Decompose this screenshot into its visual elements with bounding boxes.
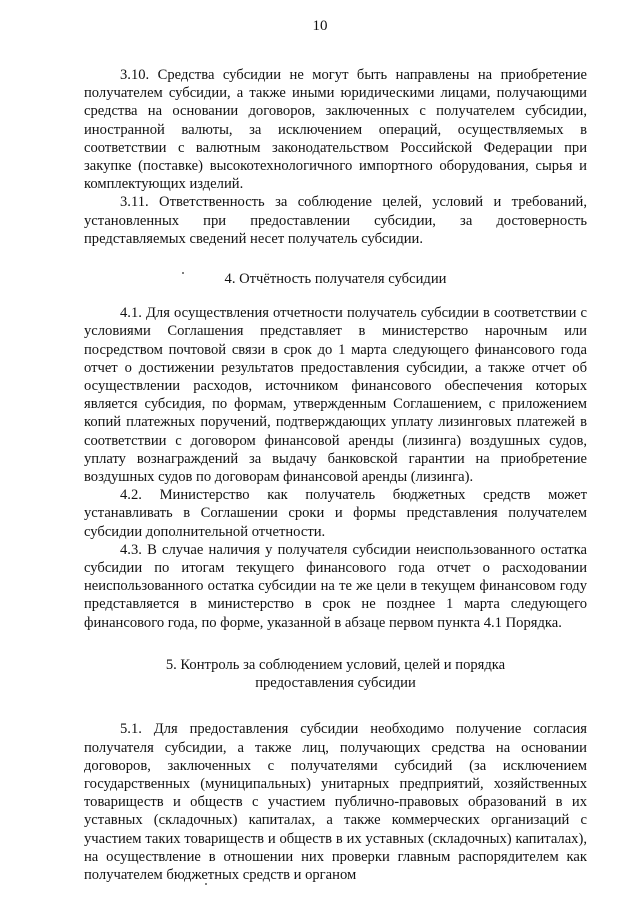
paragraph-4-3: 4.3. В случае наличия у получателя субсидии неиспользованного остатка субсидии по итогам текущего финансового года отчет о расходовании неиспользованного остатка субсидии на те же цели в текущем финансовом году представляется в министерство в срок не позднее 1 марта следующего финансового года, по форме, указанной в абзаце первом пункта 4.1 Порядка. [84,541,587,631]
paragraph-4-2: 4.2. Министерство как получатель бюджетных средств может устанавливать в Соглашении сроки и формы представления получателем субсидии дополнительной отчетности. [84,487,587,540]
scan-speck [205,883,207,885]
section-5-title-line1: 5. Контроль за соблюдением условий, целей и порядка [165,656,506,673]
scan-speck [182,272,184,274]
paragraph-3-11: 3.11. Ответственность за соблюдение целей, условий и требований, установленных при предоставлении субсидии, за достоверность представляемых сведений несет получатель субсидии. [84,194,587,247]
paragraph-5-1: 5.1. Для предоставления субсидии необходимо получение согласия получателя субсидии, а также лиц, получающих средства на основании договоров, заключенных с получателями субсидий (за исключением государственных (муниципальных) унитарных предприятий, хозяйственных товариществ и обществ с участием публично-правовых образований в их уставных (складочных) капиталах, а также коммерческих организаций с участием таких товариществ и обществ в их уставных (складочных) капиталах), на осуществление в отношении них проверки главным распорядителем как получателем бюджетных средств и органом [84,721,587,883]
paragraph-3-10: 3.10. Средства субсидии не могут быть направлены на приобретение получателем субсидии, а также иными юридическими лицами, получающими средства на основании договоров, заключенных с получателем субсидии, иностранной валюты, за исключением операций, осуществляемых в соответствии с валютным законодательством Российской Федерации при закупке (поставке) высокотехнологичного импортного оборудования, сырья и комплектующих изделий. [84,67,587,193]
page-number: 10 [312,18,328,34]
document-body [84,66,587,884]
paragraph-4-1: 4.1. Для осуществления отчетности получатель субсидии в соответствии с условиями Соглашения представляет в министерство нарочным или посредством почтовой связи в срок до 1 марта следующего финансового года отчет о достижении результатов предоставления субсидии, а также отчет об осуществлении расходов, источником финансового обеспечения которых является субсидия, по формам, утвержденным Соглашением, с приложением копий платежных поручений, подтверждающих уплату лизинговых платежей в соответствии с договором финансовой аренды (лизинга) воздушных судов, уплату вознаграждений за выдачу банковской гарантии на приобретение воздушных судов по договорам финансовой аренды (лизинга). [84,305,587,486]
section-5-title-line2: предоставления субсидии [255,675,416,692]
section-4-title: 4. Отчётность получателя субсидии [224,271,447,288]
